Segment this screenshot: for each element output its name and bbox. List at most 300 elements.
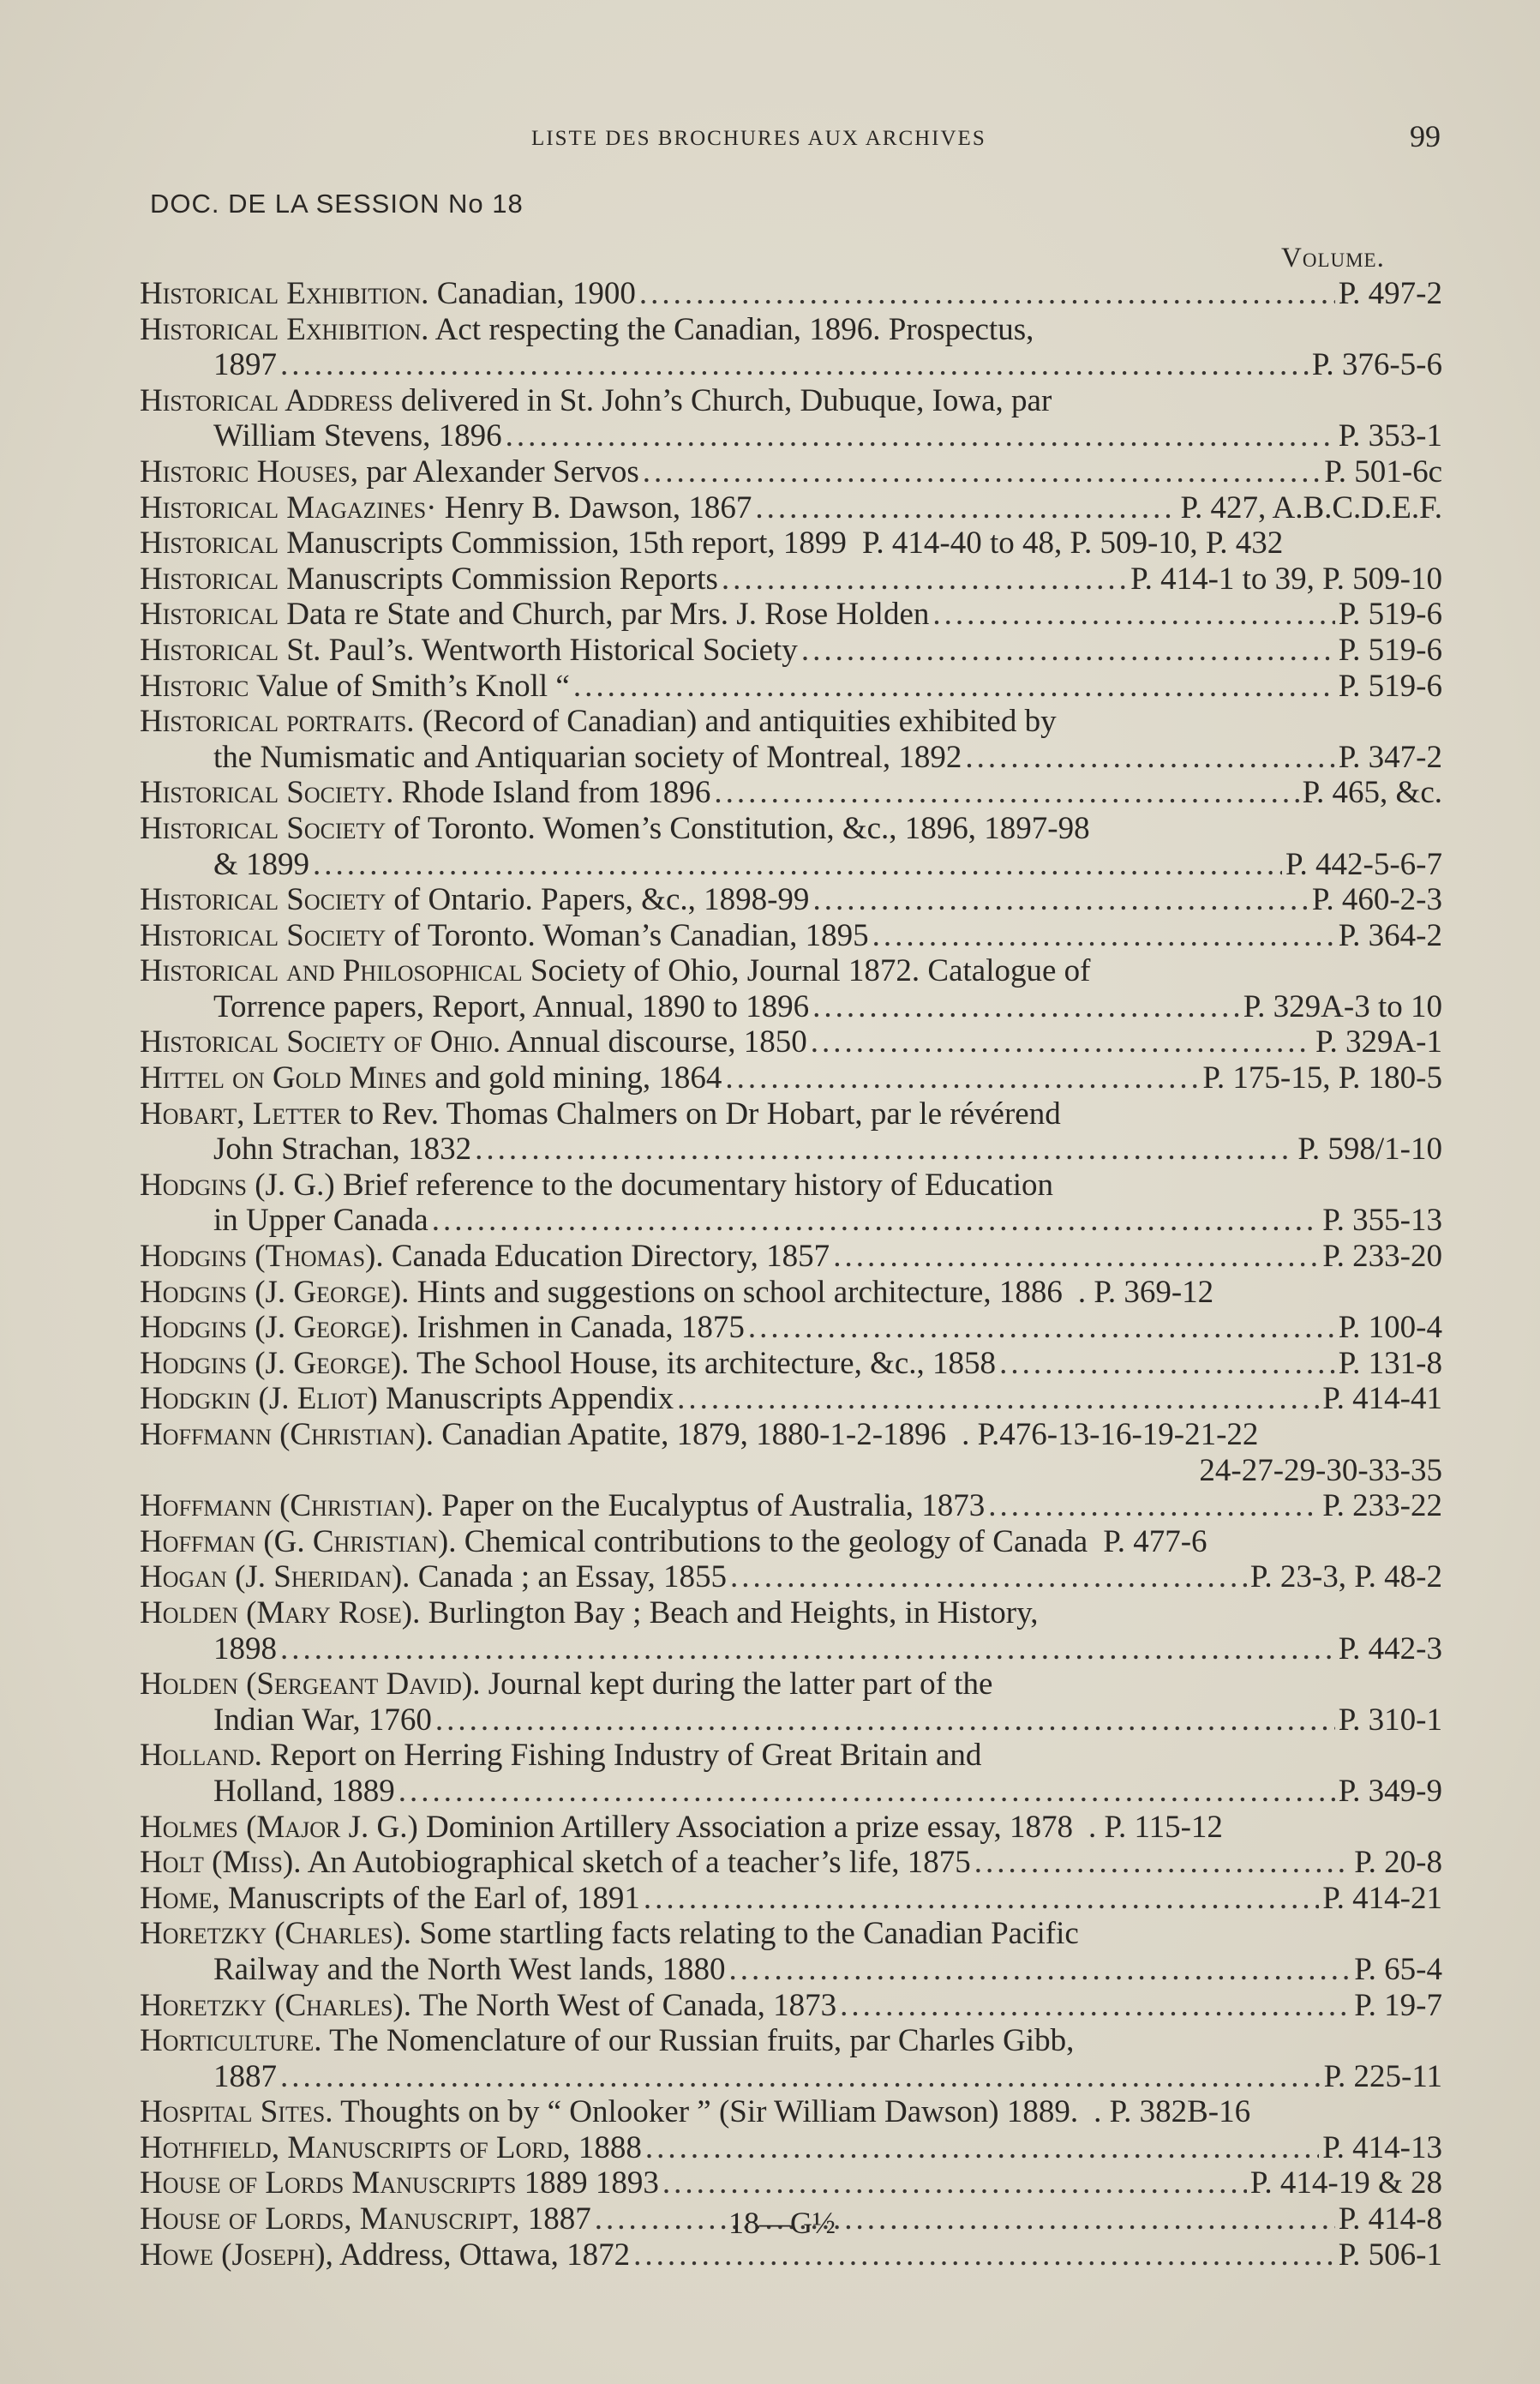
entry-continuation-line (140, 1952, 1442, 1988)
entry-text (140, 1417, 946, 1453)
dot-leader (643, 454, 1321, 490)
dot-leader (639, 276, 1335, 312)
entry-heading: House of Lords Manuscripts (140, 2165, 517, 2201)
volume-reference: P. 497-2 (1338, 276, 1442, 311)
entry-description: of Ontario. Papers, &c., 1898-99 (386, 882, 810, 918)
entry-description: Paper on the Eucalyptus of Australia, 1873 (434, 1488, 986, 1524)
volume-reference: P. 23-3, P. 48-2 (1249, 1559, 1442, 1595)
entry-description: Manuscripts Commission, 15th report, 1899 (279, 525, 847, 561)
entry-text (140, 704, 1057, 740)
entry-heading: Hodgins (J. George). (140, 1274, 410, 1310)
entry-heading: Hothfield, Manuscripts of Lord, (140, 2129, 571, 2165)
brochure-entry (140, 597, 1442, 633)
entry-heading: Hodgins (140, 1167, 247, 1203)
entry-heading: Holmes (Major J. G.) (140, 1809, 418, 1845)
entry-line (140, 276, 1442, 312)
brochure-entry (140, 276, 1442, 312)
dot-leader (729, 1952, 1351, 1988)
entry-line (140, 1738, 1442, 1774)
brochure-entry (140, 454, 1442, 490)
entry-heading: Howe (Joseph), (140, 2237, 333, 2273)
entry-heading: Historical Society of Ohio. (140, 1024, 501, 1060)
volume-reference: P. 519-6 (1338, 632, 1442, 668)
entry-line (140, 882, 1442, 918)
entry-line (140, 1060, 1442, 1096)
dot-leader (725, 1060, 1199, 1096)
entry-line (140, 1096, 1442, 1132)
entry-text (140, 454, 639, 490)
volume-reference: P. 414-8 (1338, 2201, 1442, 2237)
entry-text (140, 2094, 1078, 2130)
entry-text (140, 1666, 992, 1702)
entry-line (140, 561, 1442, 598)
dot-leader (988, 1488, 1319, 1524)
entry-description: John Strachan, 1832 (213, 1132, 472, 1168)
entry-heading: Historical (140, 561, 279, 597)
entry-text (140, 525, 847, 561)
entry-text (213, 1203, 428, 1239)
entry-description: Society of Ohio, Journal 1872. Catalogue of (522, 953, 1091, 989)
dot-leader (812, 989, 1240, 1025)
entry-heading: Holden (Mary Rose). (140, 1594, 421, 1630)
entry-text (213, 1774, 395, 1810)
entry-line (140, 1988, 1442, 2024)
entry-heading: Historical Society (140, 917, 386, 953)
entry-description: Annual discourse, 1850 (500, 1024, 807, 1060)
entry-description: 1897 (213, 347, 277, 383)
entry-text (140, 1810, 1073, 1846)
entry-text (140, 1524, 1088, 1560)
entry-text (140, 633, 798, 669)
brochure-entry (140, 2094, 1442, 2130)
entry-line (140, 669, 1442, 705)
entry-line (140, 1168, 1442, 1204)
entry-description: Canadian Apatite, 1879, 1880-1-2-1896 (434, 1417, 947, 1452)
entry-line (140, 1346, 1442, 1382)
brochure-entry (140, 1666, 1442, 1738)
entry-line (140, 1488, 1442, 1524)
entry-text (140, 2130, 642, 2166)
session-label: DOC. DE LA SESSION No 18 (150, 189, 524, 219)
dot-leader (801, 633, 1335, 669)
entry-text (213, 347, 277, 383)
entry-heading: Holden (Sergeant David). (140, 1666, 481, 1702)
entry-line (140, 490, 1442, 526)
entry-heading: Horetzky (Charles). (140, 1916, 411, 1952)
volume-reference: 24-27-29-30-33-35 (1199, 1452, 1442, 1488)
entry-description: The North West of Canada, 1873 (410, 1987, 837, 2023)
entry-heading: Historical Society. (140, 775, 394, 811)
entry-text (140, 1275, 1063, 1311)
entry-line (140, 704, 1442, 740)
brochure-entry (140, 775, 1442, 811)
entry-heading: Historical Society (140, 810, 386, 846)
entry-line (140, 1275, 1442, 1311)
entry-text (140, 276, 636, 312)
volume-reference: P. 233-20 (1322, 1239, 1442, 1275)
entry-heading: Hogan (J. Sheridan). (140, 1559, 410, 1595)
volume-reference: P. 100-4 (1338, 1310, 1442, 1346)
entry-continuation-line (140, 1631, 1442, 1667)
volume-reference: P. 329A-3 to 10 (1243, 988, 1442, 1024)
volume-reference: P. 414-1 to 39, P. 509-10 (1130, 561, 1442, 597)
volume-reference: P. 414-13 (1322, 2129, 1442, 2165)
volume-reference: P. 442-5-6-7 (1285, 846, 1442, 882)
brochure-entry (140, 1310, 1442, 1346)
entry-description: Thoughts on by “ Onlooker ” (Sir William Dawson) 1889. (333, 2094, 1079, 2130)
entry-text (213, 1952, 726, 1988)
entry-continuation-line (140, 989, 1442, 1025)
volume-reference: P. 349-9 (1338, 1773, 1442, 1809)
entry-description: & 1899 (213, 846, 310, 882)
brochure-entry (140, 2023, 1442, 2094)
entry-description: of Toronto. Woman’s Canadian, 1895 (386, 917, 869, 953)
brochure-entry (140, 1916, 1442, 1987)
volume-reference: P. 414-40 to 48, P. 509-10, P. 432 (861, 525, 1284, 561)
entry-line (140, 918, 1442, 954)
entry-text (213, 1132, 471, 1168)
entry-heading: Hoffmann (Christian). (140, 1488, 434, 1524)
running-title: LISTE DES BROCHURES AUX ARCHIVES (531, 127, 986, 150)
brochure-entry (140, 1239, 1442, 1275)
entry-continuation-line (140, 1702, 1442, 1738)
volume-reference: . P. 369-12 (1077, 1274, 1214, 1310)
entry-line (140, 2130, 1442, 2166)
dot-leader (999, 1346, 1335, 1382)
entry-continuation-line (140, 847, 1442, 883)
entry-continuation-line (140, 1774, 1442, 1810)
entry-text (140, 811, 1090, 847)
dot-leader (965, 740, 1334, 776)
brochure-entry (140, 1346, 1442, 1382)
entry-description: par Alexander Servos (357, 453, 639, 489)
entry-text (140, 1916, 1079, 1952)
entry-line (140, 811, 1442, 847)
entry-line (140, 1524, 1442, 1560)
dot-leader (812, 882, 1308, 918)
entry-text (140, 1310, 745, 1346)
volume-reference: P. 347-2 (1338, 739, 1442, 775)
brochure-entry (140, 1738, 1442, 1809)
entry-line (140, 1417, 1442, 1453)
brochure-entry (140, 704, 1442, 775)
entry-text (140, 1881, 640, 1917)
dot-leader (974, 1845, 1351, 1881)
entry-description: Value of Smith’s Knoll “ (249, 668, 570, 704)
brochure-entry (140, 1060, 1442, 1096)
volume-reference: P. 131-8 (1338, 1345, 1442, 1381)
entry-description: Data re State and Church, par Mrs. J. Rose Holden (279, 597, 930, 633)
dot-leader (633, 2237, 1335, 2273)
volume-reference: P. 414-41 (1322, 1381, 1442, 1417)
dot-leader (840, 1988, 1351, 2024)
volume-reference: P. 519-6 (1338, 597, 1442, 633)
entry-heading: Historical Address (140, 382, 393, 418)
brochure-entry (140, 1559, 1442, 1595)
brochure-entry (140, 918, 1442, 954)
entry-description: 1887 (213, 2058, 277, 2094)
entry-text (213, 1631, 277, 1667)
entry-heading: Holland. (140, 1738, 262, 1774)
entry-line (140, 2237, 1442, 2273)
brochure-entry (140, 1488, 1442, 1524)
entry-description: Canadian, 1900 (428, 276, 636, 311)
brochure-entry (140, 882, 1442, 918)
brochure-entry (140, 1024, 1442, 1060)
entry-heading: Historical (140, 632, 279, 668)
entry-description: William Stevens, 1896 (213, 418, 502, 454)
entry-text (213, 989, 809, 1025)
entry-text (140, 1738, 981, 1774)
entry-line (140, 1310, 1442, 1346)
entry-heading: Historical portraits. (140, 704, 415, 740)
brochure-entry (140, 490, 1442, 526)
dot-leader (595, 2201, 1335, 2237)
entry-description: Hints and suggestions on school architecture, 1886 (409, 1274, 1063, 1310)
brochure-entry (140, 633, 1442, 669)
entry-line (140, 633, 1442, 669)
entry-text (213, 2059, 277, 2095)
entry-description: (J. G.) Brief reference to the documentary history of Education (246, 1167, 1054, 1203)
dot-leader (573, 669, 1335, 705)
volume-reference: P. 329A-1 (1315, 1024, 1442, 1060)
entry-heading: Horetzky (Charles). (140, 1987, 411, 2023)
brochure-entry (140, 669, 1442, 705)
volume-reference: P. 598/1-10 (1297, 1132, 1442, 1168)
entry-heading: Historical and Philosophical (140, 953, 523, 989)
brochure-entry (140, 383, 1442, 454)
entry-description: 1887 (519, 2201, 591, 2237)
volume-reference: P. 414-21 (1322, 1880, 1442, 1916)
entry-heading: Hittel on Gold Mines (140, 1060, 428, 1096)
entry-description: Some startling facts relating to the Canadian Pacific (410, 1916, 1079, 1952)
dot-leader (280, 347, 1309, 383)
entry-line (140, 953, 1442, 989)
entry-text (140, 1988, 836, 2024)
volume-reference: P. 233-22 (1322, 1488, 1442, 1524)
entry-description: Dominion Artillery Association a prize essay, 1878 (417, 1809, 1073, 1845)
volume-reference: P. 65-4 (1354, 1951, 1442, 1987)
entry-heading: Holt (Miss). (140, 1845, 302, 1881)
entry-description: to Rev. Thomas Chalmers on Dr Hobart, par le révérend (341, 1096, 1061, 1132)
entry-description: Burlington Bay ; Beach and Heights, in History, (420, 1594, 1039, 1630)
entry-heading: Historical Exhibition. (140, 276, 429, 311)
brochure-entry (140, 811, 1442, 882)
entry-line (140, 1559, 1442, 1595)
entry-heading: Historical Exhibition. (140, 311, 429, 347)
entry-text (140, 597, 929, 633)
entry-description: St. Paul’s. Wentworth Historical Society (279, 632, 798, 668)
volume-reference: P. 376-5-6 (1311, 347, 1442, 383)
entry-heading: Historical Magazines· (140, 489, 437, 525)
entry-heading: Hobart, Letter (140, 1096, 342, 1132)
entry-text (140, 2023, 1074, 2059)
brochure-entry (140, 525, 1442, 561)
entry-text (140, 775, 710, 811)
entry-continuation-line (140, 1203, 1442, 1239)
volume-reference: P. 353-1 (1338, 418, 1442, 454)
entry-text (140, 1239, 830, 1275)
entry-line (140, 312, 1442, 348)
entry-line (140, 1595, 1442, 1631)
printer-signature: 18—G½ (728, 2206, 836, 2240)
brochure-entry (140, 1810, 1442, 1846)
volume-reference: P. 19-7 (1354, 1987, 1442, 2023)
volume-reference: P. 427, A.B.C.D.E.F. (1180, 489, 1442, 525)
brochure-entry (140, 953, 1442, 1024)
entry-description: Henry B. Dawson, 1867 (436, 489, 752, 525)
entry-description: of Toronto. Women’s Constitution, &c., 1896, 1897-98 (386, 810, 1090, 846)
entry-heading: Historical (140, 597, 279, 633)
entry-text (140, 1845, 971, 1881)
entry-text (140, 1595, 1038, 1631)
entry-text (140, 383, 1052, 419)
entry-continuation-line (140, 740, 1442, 776)
entry-heading: House of Lords, Manuscript, (140, 2201, 520, 2237)
entry-text (140, 882, 809, 918)
entry-heading: Historic (140, 668, 249, 704)
entry-line (140, 1381, 1442, 1417)
entry-description: Indian War, 1760 (213, 1702, 432, 1738)
entry-text (140, 1488, 985, 1524)
entry-description: Manuscripts Commission Reports (279, 561, 718, 597)
volume-reference: P. 310-1 (1338, 1702, 1442, 1738)
entry-text (140, 669, 570, 705)
entry-line (140, 525, 1442, 561)
entry-heading: Hoffmann (Christian). (140, 1417, 434, 1452)
brochure-entry (140, 1381, 1442, 1417)
dot-leader (748, 1310, 1335, 1346)
brochure-entry (140, 2165, 1442, 2201)
entry-description: Rhode Island from 1896 (393, 775, 711, 811)
entry-text (140, 1381, 674, 1417)
dot-leader (644, 1881, 1319, 1917)
entry-text (213, 847, 309, 883)
entry-text (140, 1168, 1053, 1204)
volume-reference: P. 364-2 (1338, 917, 1442, 953)
entry-continuation-line (140, 347, 1442, 383)
entry-description: Report on Herring Fishing Industry of Great Britain and (261, 1738, 982, 1774)
entry-line (140, 383, 1442, 419)
dot-leader (662, 2165, 1247, 2201)
entry-description: Chemical contributions to the geology of Canada (456, 1523, 1088, 1559)
brochure-entry (140, 1845, 1442, 1881)
entry-description: in Upper Canada (213, 1203, 428, 1239)
dot-leader (280, 2059, 1321, 2095)
entry-text (140, 490, 752, 526)
entry-line (140, 1239, 1442, 1275)
entry-description: The School House, its architecture, &c., 1858 (409, 1345, 997, 1381)
entry-description: 1898 (213, 1630, 277, 1666)
entry-text (140, 918, 869, 954)
entry-heading: Hospital Sites. (140, 2094, 333, 2130)
brochure-entry (140, 1595, 1442, 1666)
brochure-entry (140, 1168, 1442, 1239)
brochure-entry (140, 312, 1442, 383)
dot-leader (872, 918, 1335, 954)
dot-leader (475, 1132, 1294, 1168)
entry-line (140, 597, 1442, 633)
dot-leader (432, 1203, 1319, 1239)
entry-description: Manuscripts Appendix (377, 1381, 674, 1417)
dot-leader (722, 561, 1127, 598)
entry-text (140, 1024, 807, 1060)
entry-text (140, 1346, 996, 1382)
entry-description: Holland, 1889 (213, 1773, 395, 1809)
entry-line (140, 2094, 1442, 2130)
entry-description: Manuscripts of the Earl of, 1891 (219, 1880, 640, 1916)
brochure-entry (140, 1881, 1442, 1917)
entry-description: Irishmen in Canada, 1875 (409, 1310, 745, 1346)
entry-text (140, 1060, 722, 1096)
dot-leader (506, 418, 1335, 454)
volume-reference: . P. 115-12 (1088, 1809, 1223, 1845)
entry-text (140, 2237, 630, 2273)
entry-line (140, 775, 1442, 811)
entry-continuation-line (140, 1453, 1442, 1489)
entry-description: the Numismatic and Antiquarian society of Montreal, 1892 (213, 739, 962, 775)
entry-description: 1888 (570, 2129, 642, 2165)
entry-heading: Hodgins (J. George). (140, 1345, 410, 1381)
volume-reference: P. 460-2-3 (1311, 882, 1442, 918)
entry-text (140, 561, 718, 598)
entry-continuation-line (140, 418, 1442, 454)
volume-reference: P. 501-6c (1324, 453, 1442, 489)
entry-description: Journal kept during the latter part of the (480, 1666, 993, 1702)
entry-line (140, 1881, 1442, 1917)
brochure-entry-list (140, 276, 1442, 2273)
brochure-entry (140, 1275, 1442, 1311)
entry-heading: Historic Houses, (140, 453, 358, 489)
volume-reference: P. 477-6 (1103, 1523, 1207, 1559)
entry-continuation-line (140, 2059, 1442, 2095)
entry-line (140, 2023, 1442, 2059)
dot-leader (677, 1381, 1319, 1417)
dot-leader (811, 1024, 1312, 1060)
entry-text (140, 2165, 659, 2201)
dot-leader (833, 1239, 1319, 1275)
entry-line (140, 1810, 1442, 1846)
entry-text (140, 1559, 727, 1595)
entry-line (140, 1666, 1442, 1702)
volume-reference: P. 20-8 (1354, 1845, 1442, 1881)
dot-leader (313, 847, 1282, 883)
entry-description: and gold mining, 1864 (427, 1060, 722, 1096)
entry-description: Canada ; an Essay, 1855 (410, 1559, 728, 1595)
volume-reference: P. 414-19 & 28 (1249, 2165, 1442, 2201)
volume-reference: P. 442-3 (1338, 1630, 1442, 1666)
entry-heading: Home, (140, 1880, 220, 1916)
entry-description: Address, Ottawa, 1872 (333, 2237, 631, 2273)
volume-reference: P. 465, &c. (1302, 775, 1442, 811)
entry-line (140, 2165, 1442, 2201)
volume-reference: . P. 382B-16 (1094, 2094, 1251, 2130)
volume-reference: P. 225-11 (1323, 2058, 1442, 2094)
brochure-entry (140, 1417, 1442, 1488)
entry-line (140, 454, 1442, 490)
entry-text (140, 953, 1090, 989)
entry-heading: Hodgins (J. George). (140, 1310, 410, 1346)
entry-text (213, 1702, 432, 1738)
brochure-entry (140, 2237, 1442, 2273)
dot-leader (714, 775, 1298, 811)
entry-text (213, 418, 502, 454)
entry-line (140, 1024, 1442, 1060)
entry-description: The Nomenclature of our Russian fruits, par Charles Gibb, (321, 2023, 1075, 2059)
volume-reference: P. 506-1 (1338, 2237, 1442, 2273)
volume-column-header: Volume. (1281, 243, 1385, 273)
entry-description: Railway and the North West lands, 1880 (213, 1951, 726, 1987)
